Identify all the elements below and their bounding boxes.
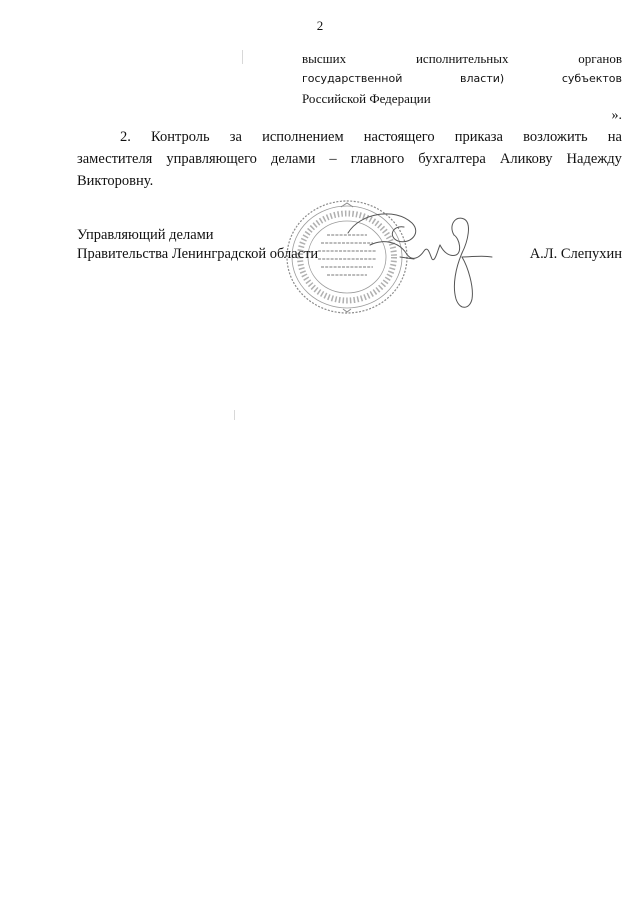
paragraph-line <box>77 170 622 192</box>
table-fragment-line <box>302 89 622 109</box>
paragraph-word: заместителя <box>77 151 153 167</box>
paragraph-word: делами <box>270 151 316 167</box>
paragraph-word: возложить <box>523 129 588 145</box>
table-fragment-word: Российской Федерации <box>302 91 431 106</box>
paragraph-line <box>77 126 622 148</box>
paragraph-word: управляющего <box>166 151 257 167</box>
signature-block <box>77 226 622 264</box>
paragraph-word: за <box>229 129 242 145</box>
paragraph-word: Контроль <box>151 129 210 145</box>
paragraph-word: главного <box>350 151 405 167</box>
paragraph-item-2 <box>77 126 622 192</box>
paragraph-word: исполнением <box>262 129 344 145</box>
paragraph-word: 2. <box>120 129 131 145</box>
table-fragment-word: высших <box>302 51 347 66</box>
table-fragment-word: субъектов <box>561 72 622 85</box>
table-fragment-line <box>302 69 622 89</box>
paragraph-word: настоящего <box>363 129 435 145</box>
table-cell-fragment <box>302 49 622 109</box>
closing-quote: ». <box>611 108 622 123</box>
signature-position-line <box>77 245 622 264</box>
page-number: 2 <box>316 18 324 33</box>
table-fragment-word: государственной <box>302 72 403 85</box>
signature-position-line <box>77 226 622 245</box>
signer-position: Управляющий делами <box>77 227 214 243</box>
paragraph-word: приказа <box>454 129 503 145</box>
scan-artifact <box>234 410 235 420</box>
paragraph-word: Викторовну. <box>77 173 154 189</box>
table-fragment-word: исполнительных <box>415 51 509 66</box>
paragraph-word: Надежду <box>566 151 622 167</box>
paragraph-word: – <box>329 151 337 167</box>
table-fragment-word: органов <box>578 51 622 66</box>
table-fragment-line <box>302 49 622 69</box>
paragraph-word: бухгалтера <box>418 151 486 167</box>
table-fragment-word: власти) <box>460 72 505 85</box>
paragraph-word: на <box>607 129 622 145</box>
paragraph-word: Аликову <box>499 151 553 167</box>
signer-name: А.Л. Слепухин <box>529 246 622 262</box>
signer-organization: Правительства Ленинградской области <box>77 246 319 262</box>
scan-artifact <box>242 50 243 64</box>
paragraph-line <box>77 148 622 170</box>
